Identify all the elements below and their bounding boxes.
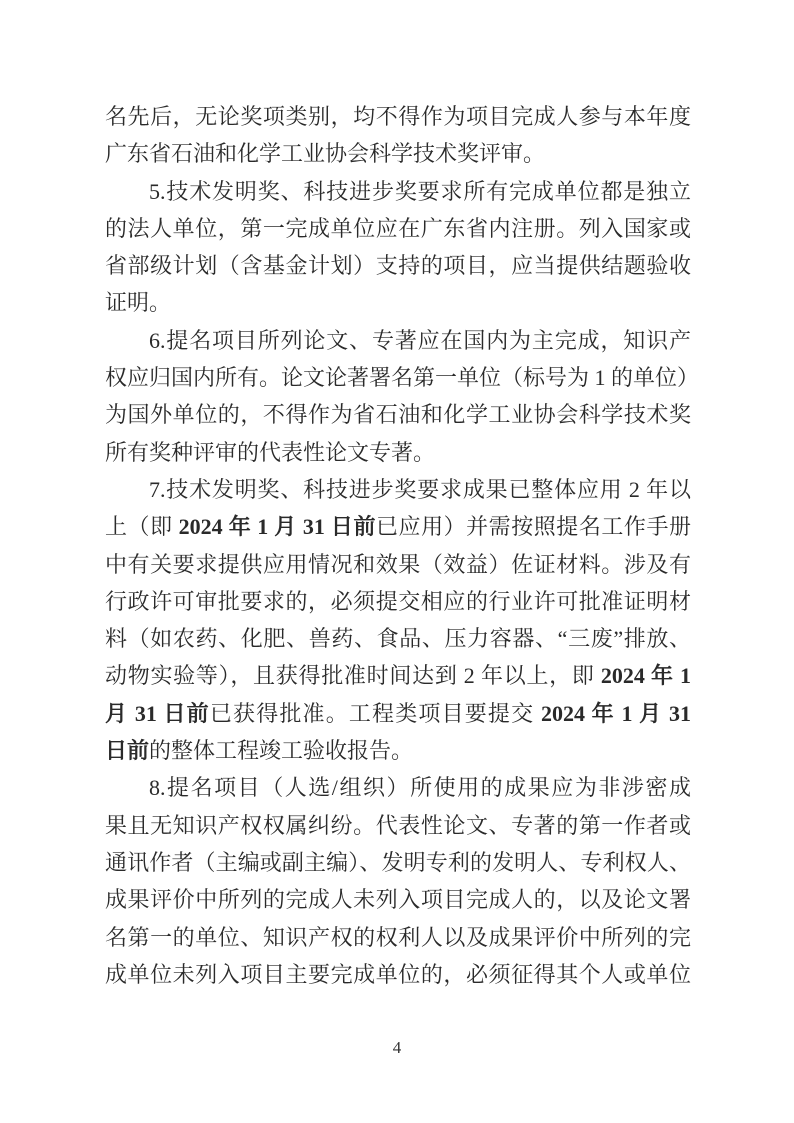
text-line xyxy=(105,807,691,844)
text-line xyxy=(105,247,691,284)
text-run: 成单位未列入项目主要完成单位的，必须征得其个人或单位 xyxy=(105,961,691,987)
text-run: 已应用）并需按照提名工作手册 xyxy=(376,514,691,540)
text-run: 行政许可审批要求的，必须提交相应的行业许可批准证明材 xyxy=(105,588,691,614)
bold-text-run: 2024 年 1 月 31 xyxy=(540,700,691,726)
text-line xyxy=(105,359,700,396)
text-line xyxy=(105,210,691,247)
bold-text-run: 2024 年 1 xyxy=(600,663,691,689)
text-line xyxy=(105,546,691,583)
text-run: 权应归国内所有。论文论著署名第一单位（标号为 1 的单位） xyxy=(105,365,700,391)
text-run: 省部级计划（含基金计划）支持的项目，应当提供结题验收 xyxy=(105,253,691,279)
text-line xyxy=(105,919,691,956)
text-line xyxy=(105,695,691,732)
text-run: 料（如农药、化肥、兽药、食品、压力容器、“三废”排放、 xyxy=(105,626,691,652)
text-run: 为国外单位的，不得作为省石油和化学工业协会科学技术奖 xyxy=(105,402,691,428)
text-run: 证明。 xyxy=(105,290,172,316)
text-run: 果且无知识产权权属纠纷。代表性论文、专著的第一作者或 xyxy=(105,812,691,838)
text-run: 的法人单位，第一完成单位应在广东省内注册。列入国家或 xyxy=(105,215,691,241)
text-line xyxy=(105,844,691,881)
text-run: 名先后，无论奖项类别，均不得作为项目完成人参与本年度 xyxy=(105,104,691,129)
text-line xyxy=(105,508,691,545)
text-run: 5.技术发明奖、科技进步奖要求所有完成单位都是独立 xyxy=(149,178,691,204)
text-run: 所有奖种评审的代表性论文专著。 xyxy=(105,439,436,465)
text-run: 中有关要求提供应用情况和效果（效益）佐证材料。涉及有 xyxy=(105,551,691,577)
text-line xyxy=(105,135,691,172)
text-run: 6.提名项目所列论文、专著应在国内为主完成，知识产 xyxy=(149,327,691,353)
text-line xyxy=(105,769,691,806)
text-line xyxy=(105,471,691,508)
text-run: 8.提名项目（人选/组织）所使用的成果应为非涉密成 xyxy=(149,775,691,801)
text-run: 动物实验等），且获得批准时间达到 2 年以上，即 xyxy=(105,663,601,689)
text-line xyxy=(105,583,691,620)
text-line xyxy=(105,434,691,471)
text-line xyxy=(105,620,691,657)
document-body xyxy=(105,98,700,993)
text-line xyxy=(105,956,691,993)
text-line xyxy=(105,732,691,769)
text-line xyxy=(105,396,691,433)
text-line xyxy=(105,98,691,135)
page-number: 4 xyxy=(392,1038,402,1057)
text-line xyxy=(105,284,691,321)
bold-text-run: 日前 xyxy=(105,738,150,764)
text-line xyxy=(105,173,691,210)
text-run: 广东省石油和化学工业协会科学技术奖评审。 xyxy=(105,141,546,167)
text-run: 的整体工程竣工验收报告。 xyxy=(149,738,414,764)
text-run: 名第一的单位、知识产权的权利人以及成果评价中所列的完 xyxy=(105,924,691,950)
text-run: 通讯作者（主编或副主编）、发明专利的发明人、专利权人、 xyxy=(105,849,691,875)
bold-text-run: 2024 年 1 月 31 日前 xyxy=(178,514,376,540)
text-run: 上（即 xyxy=(105,514,179,540)
bold-text-run: 月 31 日前 xyxy=(105,700,210,726)
text-line xyxy=(105,657,691,694)
text-run: 7.技术发明奖、科技进步奖要求成果已整体应用 2 年以 xyxy=(149,476,691,502)
text-run: 成果评价中所列的完成人未列入项目完成人的，以及论文署 xyxy=(105,887,691,913)
text-line xyxy=(105,881,691,918)
text-line xyxy=(105,322,691,359)
text-run: 已获得批准。工程类项目要提交 xyxy=(209,700,541,726)
